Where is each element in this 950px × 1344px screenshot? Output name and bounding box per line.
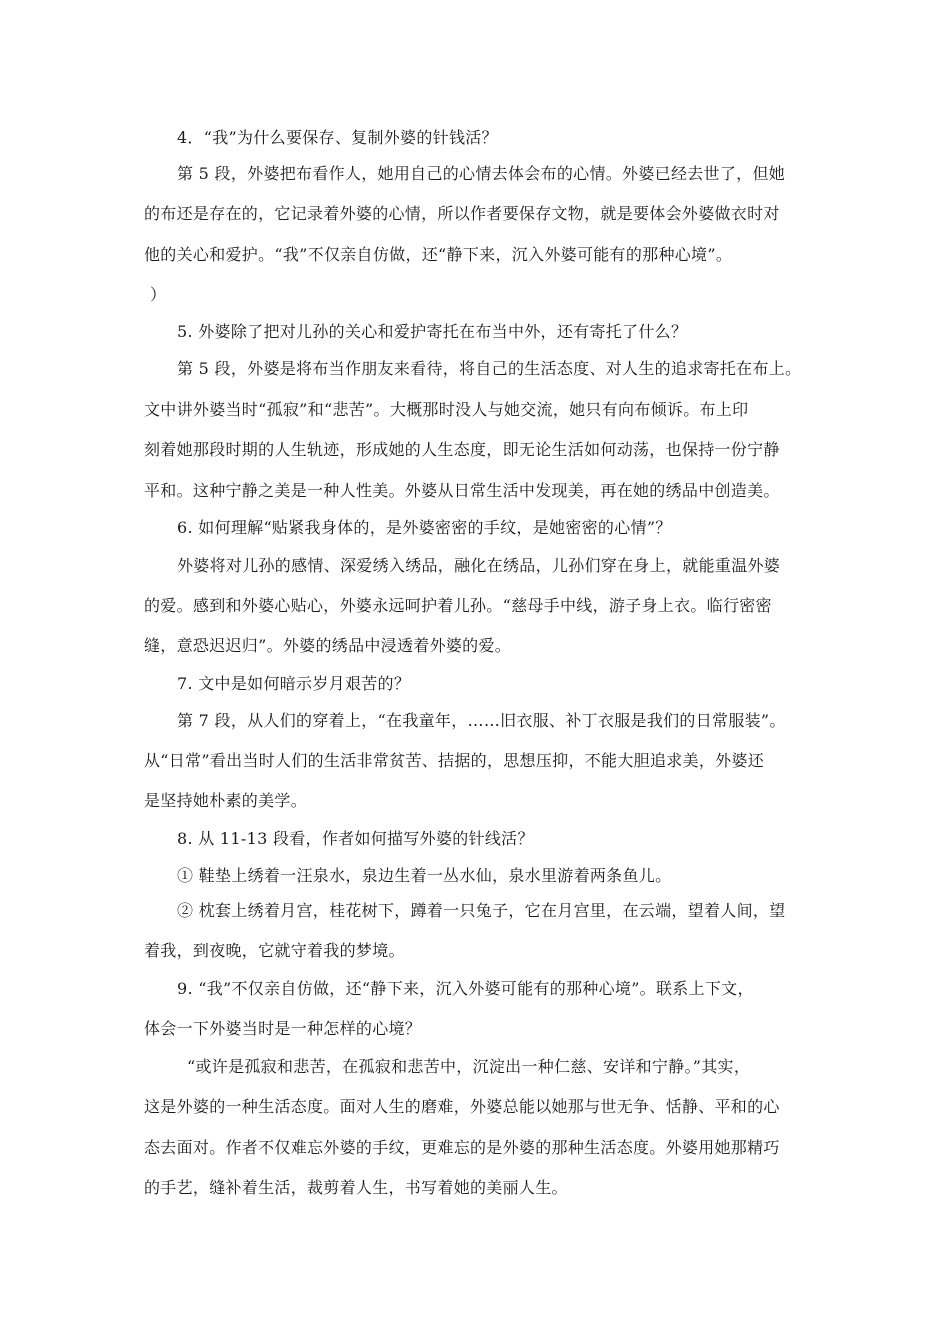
answer-7-line-3: 是坚持她朴素的美学。 <box>144 791 308 810</box>
question-7: 7. 文中是如何暗示岁月艰苦的？ <box>177 674 411 693</box>
answer-4-line-2: 的布还是存在的，它记录着外婆的心情，所以作者要保存文物，就是要体会外婆做衣时对 <box>144 204 780 223</box>
answer-4-line-3: 他的关心和爱护。“我”不仅亲自仿做，还“静下来，沉入外婆可能有的那种心境”。 <box>144 245 733 264</box>
question-9-line-1: 9. “我”不仅亲自仿做，还“静下来，沉入外婆可能有的那种心境”。联系上下文， <box>177 979 754 998</box>
answer-5-line-3: 刻着她那段时期的人生轨迹，形成她的人生态度，即无论生活如何动荡，也保持一份宁静 <box>144 440 780 459</box>
answer-6-line-1: 外婆将对儿孙的感情、深爱绣入绣品，融化在绣品，儿孙们穿在身上，就能重温外婆 <box>177 556 781 575</box>
answer-9-line-1: “或许是孤寂和悲苦，在孤寂和悲苦中，沉淀出一种仁慈、安详和宁静。”其实， <box>187 1057 751 1076</box>
question-5: 5. 外婆除了把对儿孙的关心和爱护寄托在布当中外，还有寄托了什么？ <box>177 322 688 341</box>
answer-8-item-1: ① 鞋垫上绣着一汪泉水，泉边生着一丛水仙，泉水里游着两条鱼儿。 <box>177 866 672 885</box>
question-4: 4．“我”为什么要保存、复制外婆的针钱活？ <box>177 128 498 147</box>
answer-8-item-2-line-2: 着我，到夜晚，它就守着我的梦境。 <box>144 941 405 960</box>
answer-8-item-2-line-1: ② 枕套上绣着月宫，桂花树下，蹲着一只兔子，它在月宫里，在云端，望着人间，望 <box>177 901 786 920</box>
answer-9-line-4: 的手艺，缝补着生活，裁剪着人生，书写着她的美丽人生。 <box>144 1178 568 1197</box>
answer-6-line-2: 的爱。感到和外婆心贴心，外婆永远呵护着儿孙。“慈母手中线，游子身上衣。临行密密 <box>144 596 772 615</box>
question-8: 8. 从 11-13 段看，作者如何描写外婆的针线活？ <box>177 829 534 848</box>
answer-7-line-2: 从“日常”看出当时人们的生活非常贫苦、拮据的，思想压抑，不能大胆追求美，外婆还 <box>144 751 765 770</box>
question-9-line-2: 体会一下外婆当时是一种怎样的心境？ <box>144 1019 422 1038</box>
answer-9-line-2: 这是外婆的一种生活态度。面对人生的磨难，外婆总能以她那与世无争、恬静、平和的心 <box>144 1097 780 1116</box>
answer-5-line-4: 平和。这种宁静之美是一种人性美。外婆从日常生活中发现美，再在她的绣品中创造美。 <box>144 481 780 500</box>
answer-5-line-1: 第 5 段，外婆是将布当作朋友来看待，将自己的生活态度、对人生的追求寄托在布上。 <box>177 359 802 378</box>
answer-9-line-3: 态去面对。作者不仅难忘外婆的手纹，更难忘的是外婆的那种生活态度。外婆用她那精巧 <box>144 1138 780 1157</box>
answer-5-line-2: 文中讲外婆当时“孤寂”和“悲苦”。大概那时没人与她交流，她只有向布倾诉。布上印 <box>144 400 749 419</box>
stray-parenthesis: ） <box>150 285 167 304</box>
question-6: 6. 如何理解“贴紧我身体的，是外婆密密的手纹，是她密密的心情”？ <box>177 518 672 537</box>
answer-6-line-3: 缝，意恐迟迟归”。外婆的绣品中浸透着外婆的爱。 <box>144 636 512 655</box>
answer-7-line-1: 第 7 段，从人们的穿着上，“在我童年，……旧衣服、补丁衣服是我们的日常服装”。 <box>177 711 786 730</box>
answer-4-line-1: 第 5 段，外婆把布看作人，她用自己的心情去体会布的心情。外婆已经去世了，但她 <box>177 164 786 183</box>
